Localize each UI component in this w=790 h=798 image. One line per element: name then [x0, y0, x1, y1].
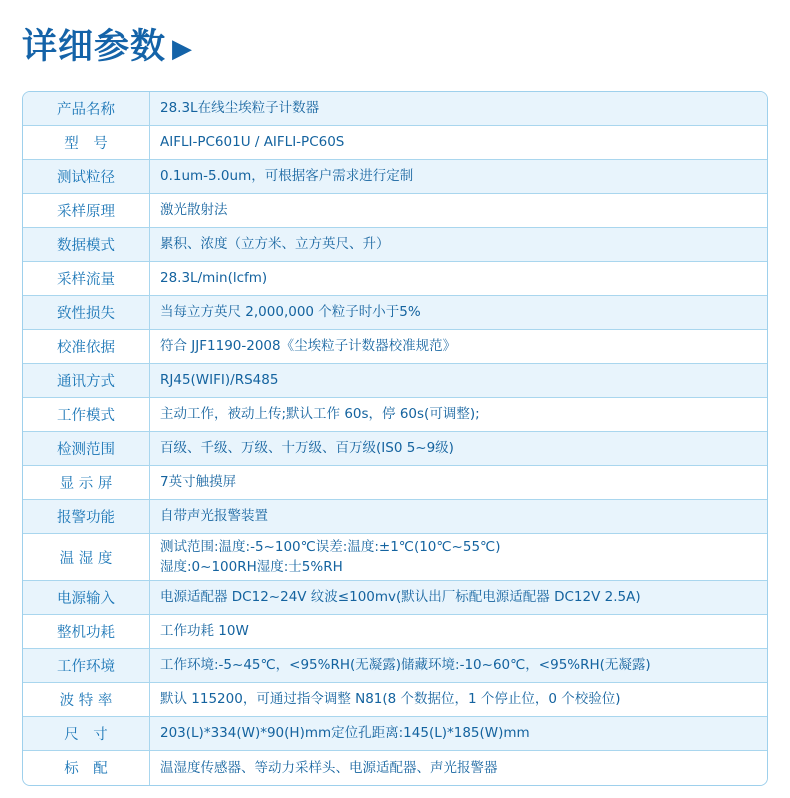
table-row	[23, 330, 767, 364]
spec-value	[150, 160, 768, 194]
table-row	[23, 398, 767, 432]
spec-value	[150, 751, 768, 785]
spec-value	[150, 581, 768, 615]
spec-value	[150, 683, 768, 717]
spec-value	[150, 500, 768, 534]
spec-value	[150, 398, 768, 432]
spec-label: 致性损失	[23, 296, 150, 330]
triangle-right-icon: ▶	[172, 34, 193, 65]
spec-label: 检测范围	[23, 432, 150, 466]
spec-label: 温 湿 度	[23, 534, 150, 581]
spec-value	[150, 296, 768, 330]
spec-label: 尺 寸	[23, 717, 150, 751]
spec-label: 整机功耗	[23, 615, 150, 649]
table-row	[23, 364, 767, 398]
spec-value	[150, 466, 768, 500]
table-row	[23, 466, 767, 500]
table-row	[23, 500, 767, 534]
table-row	[23, 432, 767, 466]
spec-value-line: 工作功耗 10W	[160, 623, 249, 640]
spec-label: 型 号	[23, 126, 150, 160]
table-row	[23, 92, 767, 126]
spec-value-line: AIFLI-PC601U / AIFLI-PC60S	[160, 134, 345, 151]
spec-value-line: 当每立方英尺 2,000,000 个粒子时小于5%	[160, 304, 421, 321]
table-row	[23, 649, 767, 683]
table-row	[23, 751, 767, 785]
spec-value-line: 7英寸触摸屏	[160, 474, 237, 491]
spec-value-line: RJ45(WIFI)/RS485	[160, 372, 279, 389]
table-row	[23, 194, 767, 228]
spec-value	[150, 615, 768, 649]
spec-value	[150, 364, 768, 398]
spec-label: 测试粒径	[23, 160, 150, 194]
spec-label: 工作环境	[23, 649, 150, 683]
table-row	[23, 615, 767, 649]
specifications-table-wrapper	[22, 91, 768, 786]
spec-label: 校准依据	[23, 330, 150, 364]
spec-label: 报警功能	[23, 500, 150, 534]
spec-value-line: 测试范围:温度:-5~100℃误差:温度:±1℃(10℃~55℃)	[160, 538, 501, 555]
spec-value	[150, 194, 768, 228]
spec-value-line: 电源适配器 DC12~24V 纹波≤100mv(默认出厂标配电源适配器 DC12V 2.5A)	[160, 589, 641, 606]
spec-value-line: 默认 115200，可通过指令调整 N81(8 个数据位，1 个停止位，0 个校验位)	[160, 691, 621, 708]
spec-value-line: 百级、千级、万级、十万级、百万级(IS0 5~9级)	[160, 440, 454, 457]
spec-value-line: 湿度:0~100RH湿度:士5%RH	[160, 559, 343, 575]
spec-label: 显 示 屏	[23, 466, 150, 500]
spec-label: 工作模式	[23, 398, 150, 432]
page-title-text: 详细参数	[22, 27, 167, 67]
specifications-table	[23, 92, 767, 785]
spec-label: 产品名称	[23, 92, 150, 126]
spec-value	[150, 262, 768, 296]
spec-value	[150, 534, 768, 581]
spec-value	[150, 126, 768, 160]
table-row	[23, 126, 767, 160]
spec-label: 标 配	[23, 751, 150, 785]
spec-value-line: 工作环境:-5~45℃，<95%RH(无凝露)储藏环境:-10~60℃，<95%RH(无凝露)	[160, 657, 651, 674]
spec-value-line: 温湿度传感器、等动力采样头、电源适配器、声光报警器	[160, 759, 498, 776]
spec-label: 采样原理	[23, 194, 150, 228]
spec-value-line: 符合 JJF1190-2008《尘埃粒子计数器校准规范》	[160, 338, 457, 355]
spec-value	[150, 717, 768, 751]
table-row	[23, 296, 767, 330]
spec-value	[150, 92, 768, 126]
spec-value-line: 激光散射法	[160, 202, 228, 219]
table-row	[23, 534, 767, 581]
spec-value	[150, 432, 768, 466]
spec-label: 波 特 率	[23, 683, 150, 717]
spec-value-line: 203(L)*334(W)*90(H)mm定位孔距离:145(L)*185(W)mm	[160, 725, 530, 742]
table-row	[23, 262, 767, 296]
spec-value-line: 28.3L/min(lcfm)	[160, 270, 268, 287]
spec-value-line: 0.1um-5.0um，可根据客户需求进行定制	[160, 168, 414, 185]
table-row	[23, 228, 767, 262]
spec-value	[150, 228, 768, 262]
spec-label: 通讯方式	[23, 364, 150, 398]
page-title	[0, 0, 790, 77]
spec-value-line: 28.3L在线尘埃粒子计数器	[160, 100, 320, 117]
spec-value-line: 累积、浓度（立方米、立方英尺、升）	[160, 236, 390, 253]
table-row	[23, 581, 767, 615]
spec-label: 采样流量	[23, 262, 150, 296]
table-row	[23, 160, 767, 194]
spec-label: 电源输入	[23, 581, 150, 615]
spec-value-line: 自带声光报警装置	[160, 508, 268, 525]
spec-label: 数据模式	[23, 228, 150, 262]
table-row	[23, 717, 767, 751]
spec-value	[150, 330, 768, 364]
table-row	[23, 683, 767, 717]
spec-value	[150, 649, 768, 683]
spec-value-line: 主动工作，被动上传;默认工作 60s，停 60s(可调整);	[160, 406, 480, 423]
